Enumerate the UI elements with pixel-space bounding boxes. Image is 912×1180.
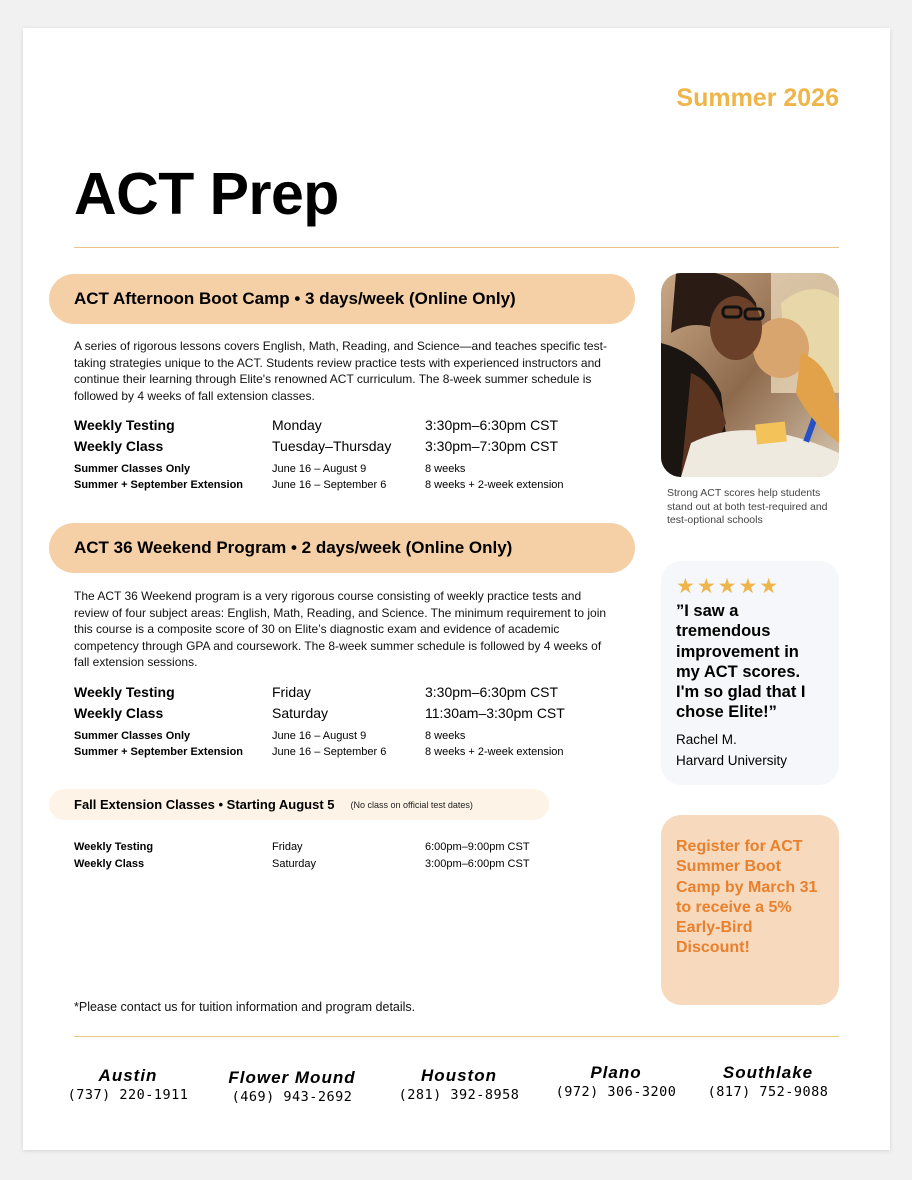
testimonial-name: Rachel M. [676, 731, 737, 747]
flyer-page [23, 28, 890, 1150]
location-name: Flower Mound [228, 1068, 356, 1087]
schedule-day: Tuesday–Thursday [272, 438, 392, 454]
schedule-row [74, 705, 634, 726]
schedule-day: Saturday [272, 858, 317, 870]
schedule-time: 3:30pm–7:30pm CST [425, 438, 559, 454]
schedule-label: Weekly Class [74, 705, 164, 721]
schedule-weekend [74, 684, 634, 762]
location-name: Plano [590, 1063, 642, 1082]
term-row [74, 746, 634, 762]
schedule-label: Weekly Testing [74, 684, 175, 700]
fall-extension-note: (No class on official test dates) [350, 799, 473, 810]
testimonial-quote: ”I saw a tremendous improvement in my ACT scores. I'm so glad that I chose Elite!” [676, 602, 806, 722]
location-southlake [683, 1063, 853, 1100]
early-bird-promo: Register for ACT Summer Boot Camp by March 31 to receive a 5% Early-Bird Discount! [661, 815, 839, 1005]
fall-extension-title: Fall Extension Classes • Starting August 5 [74, 797, 335, 812]
location-phone: (469) 943-2692 [231, 1089, 353, 1105]
page-title: ACT Prep [74, 161, 339, 227]
location-phone: (972) 306-3200 [555, 1084, 677, 1100]
program-banner-weekend: ACT 36 Weekend Program • 2 days/week (Online Only) [49, 523, 635, 573]
term-label: Summer Classes Only [74, 730, 191, 742]
term-row [74, 730, 634, 746]
term-length: 8 weeks + 2-week extension [425, 746, 564, 758]
term-label: Summer Classes Only [74, 463, 191, 475]
term-length: 8 weeks [425, 463, 466, 475]
schedule-label: Weekly Class [74, 438, 164, 454]
location-name: Houston [421, 1066, 497, 1085]
location-austin [43, 1066, 213, 1103]
top-divider [74, 247, 839, 248]
rating-stars: ★★★★★ [676, 575, 781, 598]
program-description-boot-camp: A series of rigorous lessons covers English, Math, Reading, and Science—and teaches specific test-taking strategies unique to the ACT. Students review practice tests with experienced instructors and continue their learning through Elite's renowned ACT curriculum. The 8-week summer schedule is followed by 4 weeks of fall extension classes. [74, 339, 607, 403]
schedule-label: Weekly Class [74, 858, 145, 870]
photo-illustration [661, 273, 839, 477]
location-plano [531, 1063, 701, 1100]
term-length: 8 weeks + 2-week extension [425, 479, 564, 491]
term-dates: June 16 – August 9 [272, 463, 367, 475]
term-dates: June 16 – August 9 [272, 730, 367, 742]
schedule-day: Saturday [272, 705, 329, 721]
schedule-row [74, 417, 634, 438]
schedule-time: 6:00pm–9:00pm CST [425, 841, 530, 853]
schedule-day: Friday [272, 841, 303, 853]
students-studying-photo [661, 273, 839, 477]
testimonial-card [661, 561, 839, 785]
fall-extension-banner [49, 789, 549, 820]
season-label: Summer 2026 [676, 84, 839, 112]
photo-caption: Strong ACT scores help students stand out at both test-required and test-optional schools [667, 487, 828, 526]
term-length: 8 weeks [425, 730, 466, 742]
schedule-day: Friday [272, 684, 311, 700]
schedule-day: Monday [272, 417, 322, 433]
term-label: Summer + September Extension [74, 746, 244, 758]
term-dates: June 16 – September 6 [272, 479, 387, 491]
schedule-row [74, 841, 634, 858]
schedule-time: 11:30am–3:30pm CST [425, 705, 565, 721]
term-dates: June 16 – September 6 [272, 746, 387, 758]
schedule-row [74, 858, 634, 875]
program-description-weekend: The ACT 36 Weekend program is a very rigorous course consisting of weekly practice tests and review of four subject areas: English, Math, Reading, and Science. The minimum requirement to join this course is a composite score of 30 on Elite’s diagnostic exam and evidence of academic competency through GPA and coursework. The 8-week summer schedule is followed by 4 weeks of fall extension sessions. [74, 589, 607, 669]
schedule-label: Weekly Testing [74, 417, 175, 433]
term-row [74, 479, 634, 495]
schedule-boot-camp [74, 417, 634, 495]
bottom-divider [74, 1036, 839, 1037]
schedule-fall-extension [74, 841, 634, 875]
location-flower-mound [207, 1068, 377, 1105]
tuition-footnote: *Please contact us for tuition information and program details. [74, 1000, 416, 1014]
schedule-row [74, 438, 634, 459]
schedule-time: 3:30pm–6:30pm CST [425, 417, 559, 433]
schedule-time: 3:00pm–6:00pm CST [425, 858, 530, 870]
location-phone: (817) 752-9088 [707, 1084, 829, 1100]
location-houston [374, 1066, 544, 1103]
location-phone: (281) 392-8958 [398, 1087, 520, 1103]
testimonial-school: Harvard University [676, 752, 788, 768]
schedule-time: 3:30pm–6:30pm CST [425, 684, 559, 700]
schedule-label: Weekly Testing [74, 841, 154, 853]
location-phone: (737) 220-1911 [67, 1087, 189, 1103]
program-banner-boot-camp: ACT Afternoon Boot Camp • 3 days/week (Online Only) [49, 274, 635, 324]
schedule-row [74, 684, 634, 705]
location-name: Austin [98, 1066, 158, 1085]
location-name: Southlake [722, 1063, 814, 1082]
term-row [74, 463, 634, 479]
term-label: Summer + September Extension [74, 479, 244, 491]
